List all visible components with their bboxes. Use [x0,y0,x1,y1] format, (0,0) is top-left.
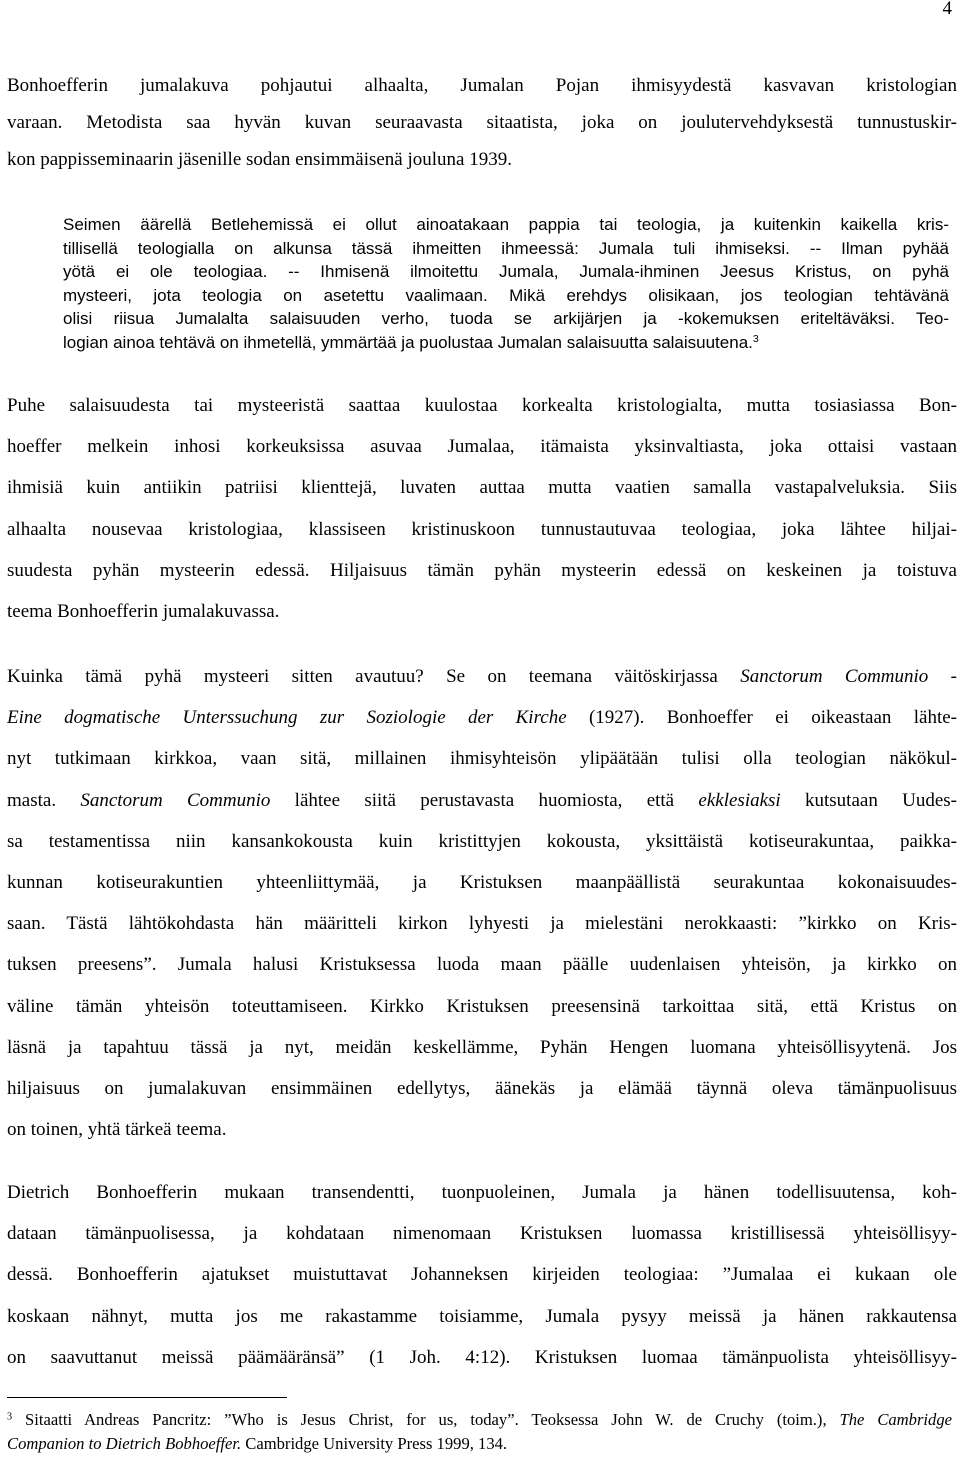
text-run: (1927). Bonhoeffer ei oikeastaan lähte- [566,707,957,729]
quote-line [63,331,949,355]
text-line: hiljaisuus on jumalakuvan ensimmäinen edellytys, äänekäs ja elämää täynnä oleva tämänpuolisuus [7,1078,957,1100]
text-line: varaan. Metodista saa hyvän kuvan seuraavasta sitaatista, joka on joulutervehdyksestä tunnustuskir- [7,112,957,133]
text-run: masta. [7,789,81,811]
footnote-number: 3 [7,1411,13,1423]
text-line: kon pappisseminaarin jäsenille sodan ensimmäisenä jouluna 1939. [7,149,512,170]
text-line: teema Bonhoefferin jumalakuvassa. [7,601,280,623]
term: ekklesiaksi [698,789,781,811]
text-line: Dietrich Bonhoefferin mukaan transendentti, tuonpuoleinen, Jumala ja hänen todellisuutensa, koh- [7,1182,957,1203]
footnote [7,1408,952,1456]
paragraph-mystery [7,385,957,632]
text-line: on toinen, yhtä tärkeä teema. [7,1119,227,1141]
footnote-book-title: The Cambridge [839,1410,952,1429]
text-line: saan. Tästä lähtökohdasta hän määritteli kirkon lyhyesti ja mielestäni nerokkaasti: ”kirkko on Kris- [7,913,957,935]
text-line: kunnan kotiseurakuntien yhteenliittymää, ja Kristuksen maanpäällistä seurakuntaa kokonaisuudes- [7,872,957,894]
text-line: Puhe salaisuudesta tai mysteeristä saattaa kuulostaa korkealta kristologialta, mutta tosiasiassa Bon- [7,395,957,416]
text-line [7,697,957,738]
text-line: väline tämän yhteisön toteuttamiseen. Kirkko Kristuksen preesensinä tarkoittaa sitä, että Kristus on [7,995,957,1017]
book-subtitle: Eine dogmatische Unterssuchung zur Soziologie der Kirche [7,707,567,729]
text-line: tuksen preesens”. Jumala halusi Kristuksessa luoda maan päälle uudenlaisen yhteisön, ja kirkko on [7,954,957,976]
text-line: Bonhoefferin jumalakuva pohjautui alhaalta, Jumalan Pojan ihmisyydestä kasvavan kristologian [7,75,957,96]
text-run: lähtee siitä perustavasta huomiosta, että [270,789,699,811]
footnote-text: Cambridge University Press 1999, 134. [241,1434,508,1453]
text-line: hoeffer melkein inhosi korkeuksissa asuvaa Jumalaa, itämaista yksinvaltiasta, joka ottaisi vastaan [7,436,957,458]
paragraph-sanctorum [7,656,957,1150]
text-line [7,656,957,697]
quote-line: tillisellä teologialla on alkunsa tässä ihmeitten ihmeessä: Jumala tuli ihmiseksi. -- Ilman pyhää [63,238,949,258]
text-line: suudesta pyhän mysteerin edessä. Hiljaisuus tämän pyhän mysteerin edessä on keskeinen ja toistuva [7,559,957,581]
text-line: läsnä ja tapahtuu tässä ja nyt, meidän keskellämme, Pyhän Hengen luomana yhteisöllisyytenä. Jos [7,1036,957,1058]
footnote-divider [7,1397,287,1398]
text-line: dessä. Bonhoefferin ajatukset muistuttavat Johanneksen kirjeiden teologiaa: ”Jumalaa ei kukaan ole [7,1264,957,1286]
footnote-book-title: Companion to Dietrich Bobhoeffer. [7,1434,242,1453]
paragraph-intro [7,67,957,178]
text-line: nyt tutkimaan kirkkoa, vaan sitä, millainen ihmisyhteisön ylipäätään tulisi olla teologian näkökul- [7,748,957,770]
quote-line: mysteeri, jota teologia on asetettu vaalimaan. Mikä erehdys olisikaan, jos teologian tehtävänä [63,285,949,305]
block-quote [63,213,949,354]
quote-line: olisi riisua Jumalalta salaisuuden verho, tuoda se arkijärjen ja -kokemuksen eriteltäväksi. Teo- [63,309,949,328]
text-line: alhaalta nousevaa kristologiaa, klassiseen kristinuskoon tunnustautuvaa teologiaa, joka lähtee hiljai- [7,518,957,540]
footnote-line [7,1408,952,1432]
page-number: 4 [942,0,952,19]
text-line: ihmisiä kuin antiikin patriisi klienttejä, luvaten auttaa mutta vaatien samalla vastapalveluksia. Siis [7,477,957,499]
text-line [7,780,957,821]
text-line: koskaan nähnyt, mutta jos me rakastamme toisiamme, Jumala pysyy meissä ja hänen rakkautensa [7,1305,957,1327]
book-title: Sanctorum Communio [80,789,271,811]
quote-line-text: logian ainoa tehtävä on ihmetellä, ymmärtää ja puolustaa Jumalan salaisuutta salaisuutena. [63,332,753,352]
text-line: dataan tämänpuolisessa, ja kohdataan nimenomaan Kristuksen luomassa kristillisessä yhteisöllisyy- [7,1223,957,1245]
paragraph-transcendent [7,1172,957,1378]
quote-line: Seimen äärellä Betlehemissä ei ollut ainoatakaan pappia tai teologia, ja kuitenkin kaikella kris- [63,215,949,234]
text-run: Kuinka tämä pyhä mysteeri sitten avautuu? Se on teemana väitöskirjassa [7,666,741,687]
quote-line: yötä ei ole teologiaa. -- Ihmisenä ilmoitettu Jumala, Jumala-ihminen Jeesus Kristus, on pyhä [63,262,949,281]
text-line: sa testamentissa niin kansankokousta kuin kristittyjen kokousta, yksittäistä kotiseurakuntaa, paikka- [7,830,957,852]
text-line: on saavuttanut meissä päämääränsä” (1 Joh. 4:12). Kristuksen luomaa tämänpuolista yhteisöllisyy- [7,1346,957,1368]
text-run: kutsutaan Uudes- [780,789,957,811]
footnote-line [7,1432,952,1456]
book-title: Sanctorum Communio - [740,666,957,687]
footnote-ref[interactable]: 3 [752,332,759,345]
footnote-text: Sitaatti Andreas Pancritz: ”Who is Jesus Christ, for us, today”. Teoksessa John W. de Cruchy (toim.), [12,1410,840,1429]
